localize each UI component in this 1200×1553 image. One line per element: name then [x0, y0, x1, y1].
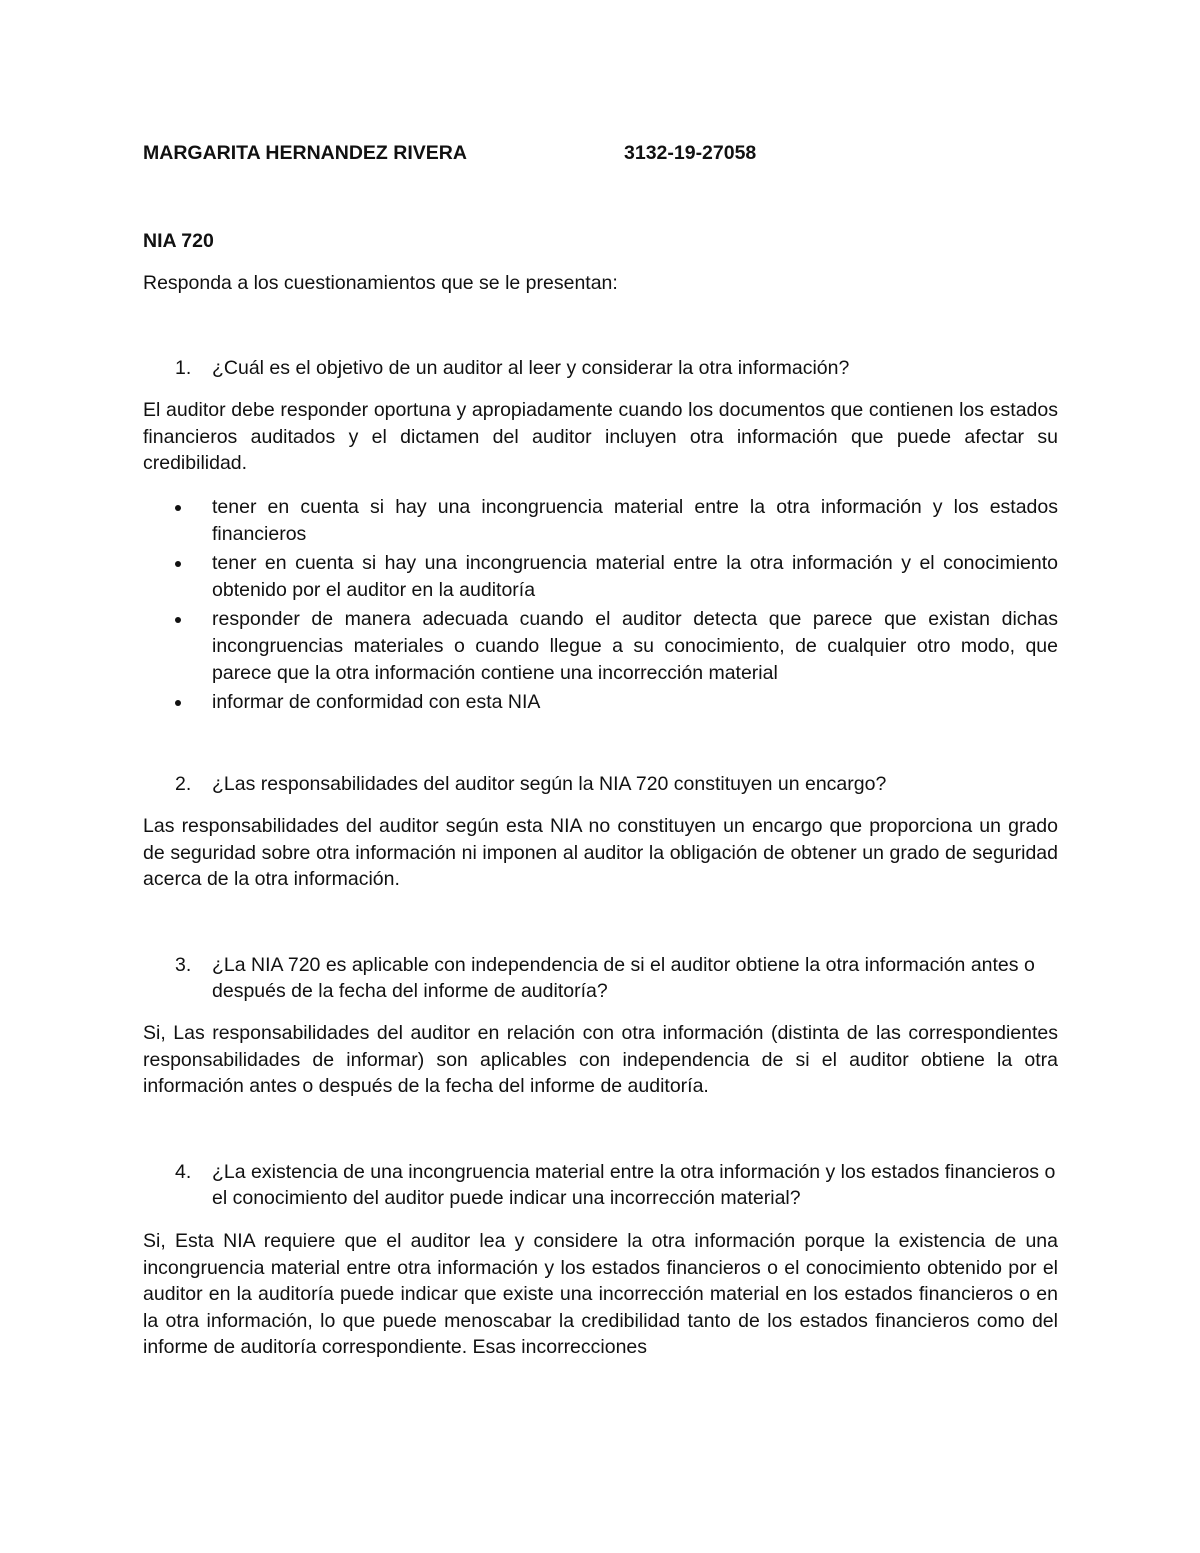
question-text: ¿Las responsabilidades del auditor según la NIA 720 constituyen un encargo?: [212, 773, 887, 795]
question-2: [143, 771, 1058, 797]
list-item: [143, 494, 1058, 548]
list-item-text: tener en cuenta si hay una incongruencia material entre la otra información y los estados financieros: [212, 496, 1058, 545]
question-3: [143, 952, 1058, 1004]
question-text: ¿La existencia de una incongruencia material entre la otra información y los estados financieros o el conocimiento del auditor puede indicar una incorrección material?: [212, 1161, 1056, 1209]
student-name: MARGARITA HERNANDEZ RIVERA: [143, 142, 467, 164]
document-title: NIA 720: [143, 230, 214, 252]
answer-4: Si, Esta NIA requiere que el auditor lea y considere la otra información porque la existencia de una incongruencia material entre otra información y los estados financieros o el conocimiento obtenido por el auditor en la auditoría puede indicar que existe una incorrección material en los estados financieros o en la otra información, lo que puede menoscabar la credibilidad tanto de los estados financieros como del informe de auditoría correspondiente. Esas incorrecciones: [143, 1230, 1058, 1358]
question-4: [143, 1159, 1058, 1211]
student-id: 3132-19-27058: [624, 142, 757, 164]
question-number: 1.: [175, 357, 192, 379]
list-item-text: informar de conformidad con esta NIA: [212, 691, 541, 713]
question-text: ¿La NIA 720 es aplicable con independencia de si el auditor obtiene la otra información antes o después de la fecha del informe de auditoría?: [212, 954, 1035, 1002]
bullet-icon: [175, 561, 181, 567]
list-item: [143, 606, 1058, 687]
objectives-list: [143, 494, 1058, 718]
question-number: 3.: [175, 954, 192, 976]
list-item-text: tener en cuenta si hay una incongruencia material entre la otra información y el conocimiento obtenido por el auditor en la auditoría: [212, 552, 1058, 601]
list-item: [143, 550, 1058, 604]
question-number: 2.: [175, 773, 192, 795]
question-text: ¿Cuál es el objetivo de un auditor al leer y considerar la otra información?: [212, 357, 850, 379]
answer-3: Si, Las responsabilidades del auditor en relación con otra información (distinta de las correspondientes responsabilidades de informar) son aplicables con independencia de si el auditor obtiene la otra información antes o después de la fecha del informe de auditoría.: [143, 1022, 1058, 1097]
bullet-icon: [175, 617, 181, 623]
list-item: [143, 689, 1058, 716]
question-number: 4.: [175, 1161, 192, 1183]
list-item-text: responder de manera adecuada cuando el auditor detecta que parece que existan dichas incongruencias materiales o cuando llegue a su conocimiento, de cualquier otro modo, que parece que la otra información contiene una incorrección material: [212, 608, 1058, 684]
question-1: [143, 355, 1058, 381]
answer-2: Las responsabilidades del auditor según esta NIA no constituyen un encargo que proporciona un grado de seguridad sobre otra información ni imponen al auditor la obligación de obtener un grado de seguridad acerca de la otra información.: [143, 815, 1058, 890]
bullet-icon: [175, 700, 181, 706]
bullet-icon: [175, 505, 181, 511]
answer-1: El auditor debe responder oportuna y apropiadamente cuando los documentos que contienen los estados financieros auditados y el dictamen del auditor incluyen otra información que puede afectar su credibilidad.: [143, 399, 1058, 474]
instructions-text: Responda a los cuestionamientos que se le presentan:: [143, 272, 618, 294]
